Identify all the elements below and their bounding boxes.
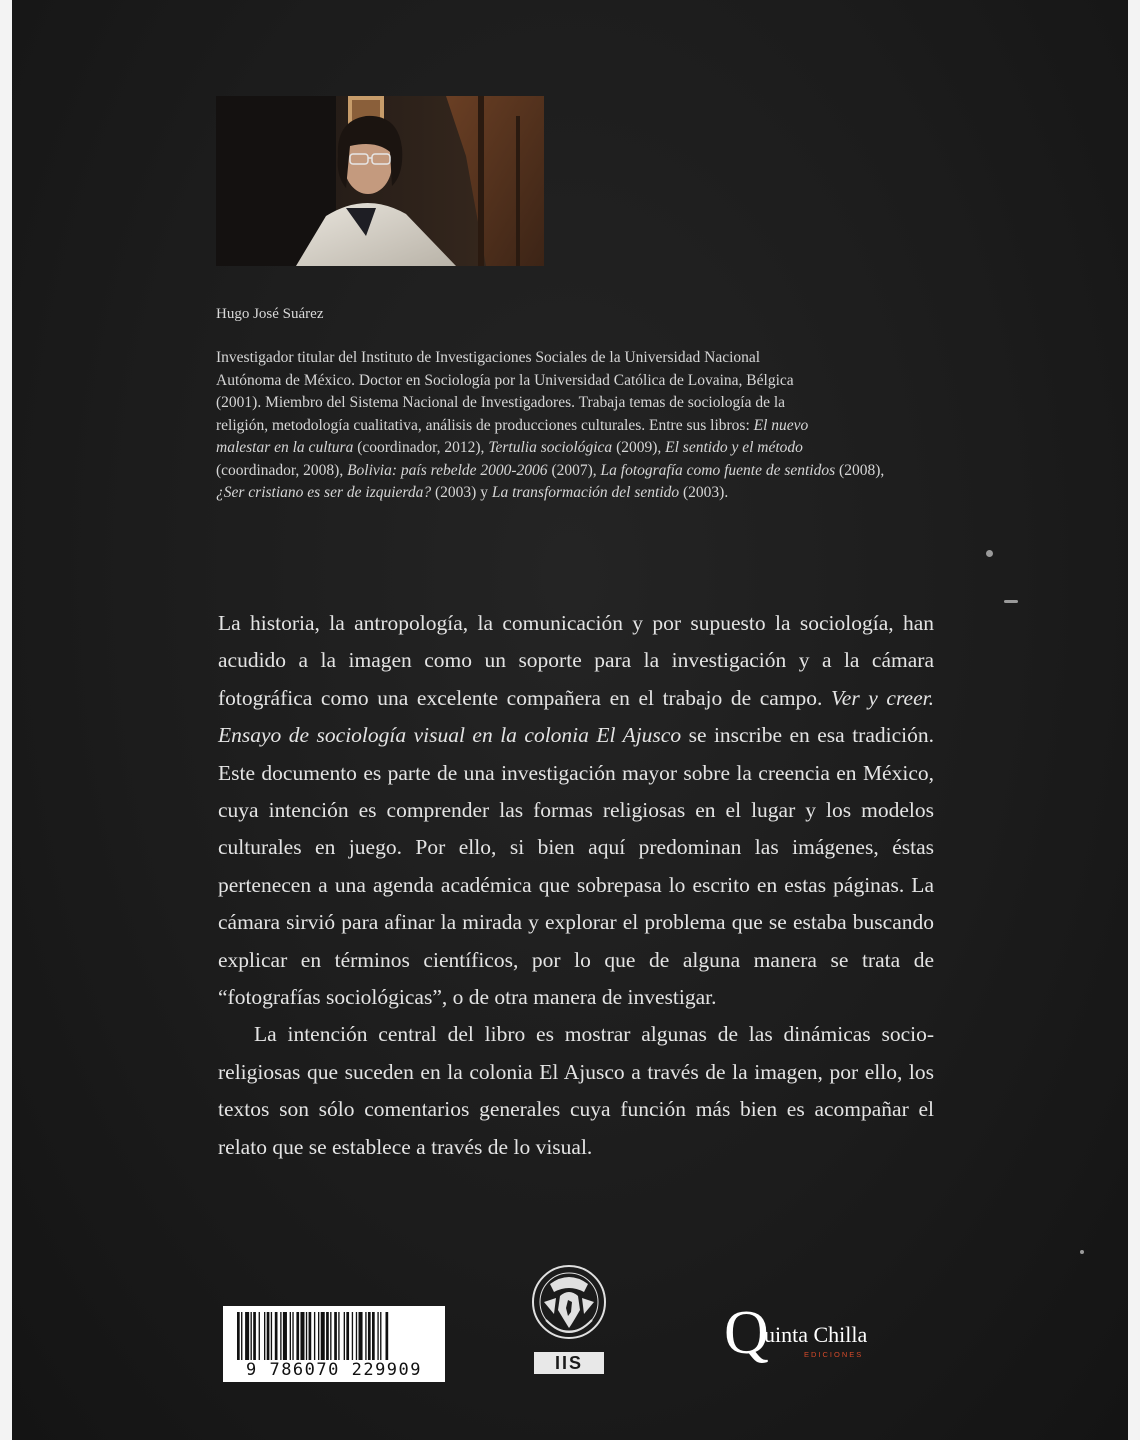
publisher-initial: Q xyxy=(724,1299,769,1367)
barcode-bar xyxy=(359,1312,363,1360)
book-title: La fotografía como fuente de sentidos xyxy=(600,461,836,479)
synopsis-paragraph: La intención central del libro es mostrar algunas de las dinámicas socio-religiosas que suceden en la colonia El Ajusco a través de la imagen, por ello, los textos son sólo comentarios generales cuya función más bien es acompañar el relato que se establece a través de lo visual. xyxy=(218,1022,934,1159)
barcode-bar xyxy=(314,1312,315,1360)
bio-text: (2009), xyxy=(612,439,666,456)
bio-text: (2007), xyxy=(547,461,601,479)
unam-iis-logo xyxy=(524,1262,614,1382)
barcode-bar xyxy=(267,1312,270,1360)
barcode-bar xyxy=(380,1312,381,1360)
barcode-bar xyxy=(309,1312,312,1360)
book-title: Ver y creer. Ensayo de sociología visual en la colonia El Ajusco xyxy=(218,685,934,748)
dust-speck xyxy=(1004,600,1018,603)
barcode-bar xyxy=(271,1312,272,1360)
barcode-bar xyxy=(253,1312,256,1360)
barcode-bar xyxy=(318,1312,319,1360)
barcode-bar xyxy=(259,1312,260,1360)
author-photo xyxy=(216,96,544,266)
barcode-bar xyxy=(330,1312,331,1360)
barcode-bar xyxy=(292,1312,293,1360)
book-title: El sentido y el método xyxy=(665,439,803,456)
book-synopsis xyxy=(218,605,934,1166)
barcode-bar xyxy=(280,1312,281,1360)
synopsis-paragraph xyxy=(218,605,934,1016)
publisher-subtitle: EDICIONES xyxy=(804,1350,864,1359)
barcode-bar xyxy=(241,1312,242,1360)
bio-text: (coordinador, 2012), xyxy=(353,439,489,456)
barcode-bar xyxy=(300,1312,304,1360)
barcode-bar xyxy=(251,1312,252,1360)
barcode-bar xyxy=(338,1312,339,1360)
publisher-name: uinta Chilla xyxy=(764,1322,868,1347)
barcode-bar xyxy=(386,1312,389,1360)
barcode-bar xyxy=(264,1312,265,1360)
iis-badge xyxy=(534,1352,604,1374)
bio-text: (2003) y xyxy=(431,484,492,501)
barcode-bar xyxy=(346,1312,349,1360)
bio-line xyxy=(216,437,936,460)
publisher-logo xyxy=(724,1299,894,1378)
bio-text: religión, metodología cualitativa, análisis de producciones culturales. Entre sus libros: xyxy=(216,416,754,434)
dust-speck xyxy=(1080,1250,1084,1254)
barcode-bar xyxy=(344,1312,345,1360)
book-title: Bolivia: país rebelde 2000-2006 xyxy=(347,461,548,479)
author-portrait-image xyxy=(216,96,544,266)
book-title: Tertulia sociológica xyxy=(488,439,613,456)
author-bio xyxy=(216,347,936,505)
bio-line: Autónoma de México. Doctor en Sociología por la Universidad Católica de Lovaina, Bélgica xyxy=(216,371,794,389)
book-title: El nuevo xyxy=(753,416,809,434)
book-title: malestar en la cultura xyxy=(216,439,354,456)
iis-label: IIS xyxy=(554,1353,583,1373)
barcode-bar xyxy=(365,1312,366,1360)
bio-text: (coordinador, 2008), xyxy=(216,461,348,479)
synopsis-text: se inscribe en esa tradición. Este documento es parte de una investigación mayor sobre la creencia en México, cuya intención es comprender las formas religiosas en el lugar y los modelos culturales en juego. Por ello, si bien aquí predominan las imágenes, éstas pertenecen a una agenda académica que sobrepasa lo escrito en estas páginas. La cámara sirvió para afinar la mirada y explorar el problema que se estaba buscando explicar en términos científicos, por lo que de alguna manera se trata de “fotografías sociológicas”, o de otra manera de investigar. xyxy=(218,723,934,1010)
bio-line: Investigador titular del Instituto de Investigaciones Sociales de la Universidad Nacional xyxy=(216,349,761,366)
book-title: ¿Ser cristiano es ser de izquierda? xyxy=(216,484,432,501)
bio-line xyxy=(216,415,936,438)
barcode-bar xyxy=(356,1312,357,1360)
barcode-bar xyxy=(372,1312,375,1360)
dust-speck xyxy=(986,550,993,557)
barcode-bars xyxy=(223,1306,445,1362)
barcode-bar xyxy=(368,1312,371,1360)
book-title: La transformación del sentido xyxy=(491,484,680,501)
bio-line: (2001). Miembro del Sistema Nacional de Investigadores. Trabaja temas de sociología de la xyxy=(216,394,786,411)
barcode-bar xyxy=(326,1312,329,1360)
barcode-bar xyxy=(283,1312,287,1360)
barcode-bar xyxy=(352,1312,353,1360)
barcode-bar xyxy=(334,1312,337,1360)
synopsis-text: La historia, la antropología, la comunicación y por supuesto la sociología, han acudido a la imagen como un soporte para la investigación y a la cámara fotográfica como una excelente compañera en el trabajo de campo. xyxy=(218,611,934,710)
back-cover xyxy=(12,0,1128,1440)
bio-text: (2003). xyxy=(679,484,729,501)
isbn-digits: 9 786070 229909 xyxy=(245,1360,423,1380)
barcode-bar xyxy=(296,1312,299,1360)
isbn-barcode xyxy=(223,1306,445,1382)
bio-text: (2008), xyxy=(835,461,885,479)
barcode-bar xyxy=(275,1312,278,1360)
barcode-bar xyxy=(290,1312,291,1360)
bio-line xyxy=(216,460,936,483)
barcode-bar xyxy=(306,1312,307,1360)
bio-line xyxy=(216,482,936,505)
barcode-bar xyxy=(377,1312,378,1360)
barcode-bar xyxy=(237,1312,240,1360)
author-name: Hugo José Suárez xyxy=(216,306,324,322)
barcode-bar xyxy=(321,1312,325,1360)
barcode-bar xyxy=(245,1312,249,1360)
